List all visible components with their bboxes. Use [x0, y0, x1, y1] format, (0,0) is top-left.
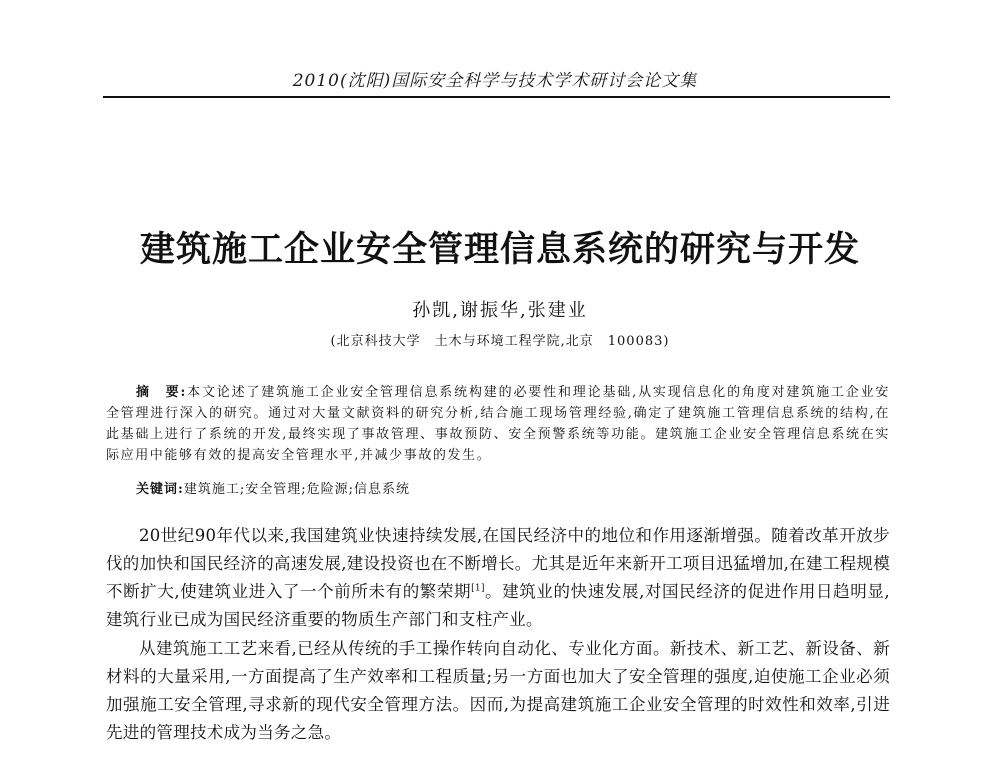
citation-ref-1[interactable]: [1] [471, 583, 485, 594]
affiliation: (北京科技大学 土木与环境工程学院,北京 100083) [330, 334, 670, 349]
body-text [106, 522, 890, 748]
abstract [106, 382, 890, 466]
body-paragraph-1-text-a: 20世纪90年代以来,我国建筑业快速持续发展,在国民经济中的地位和作用逐渐增强。随着改革开放步伐的加快和国民经济的高速发展,建设投资也在不断增长。尤其是近年来新开工项目迅猛增加,在建工程规模不断扩大,使建筑业进入了一个前所未有的繁荣期 [106, 526, 890, 601]
running-header: 2010(沈阳)国际安全科学与技术学术研讨会论文集 [292, 71, 698, 91]
keywords [136, 478, 890, 497]
body-paragraph-1-text-b: 。建筑业的快速发展,对国民经济的促进作用日趋明显,建筑行业已成为国民经济重要的物质生产部门和支柱产业。 [106, 582, 890, 629]
body-paragraph-1 [106, 522, 890, 634]
abstract-text: 本文论述了建筑施工企业安全管理信息系统构建的必要性和理论基础,从实现信息化的角度对建筑施工企业安全管理进行深入的研究。通过对大量文献资料的研究分析,结合施工现场管理经验,确定了建筑施工管理信息系统的结构,在此基础上进行了系统的开发,最终实现了事故管理、事故预防、安全预警系统等功能。建筑施工企业安全管理信息系统在实际应用中能够有效的提高安全管理水平,并减少事故的发生。 [106, 385, 891, 463]
abstract-label: 摘 要: [136, 385, 187, 400]
authors: 孙凯,谢振华,张建业 [412, 300, 588, 321]
body-paragraph-2: 从建筑施工工艺来看,已经从传统的手工操作转向自动化、专业化方面。新技术、新工艺、新设备、新材料的大量采用,一方面提高了生产效率和工程质量;另一方面也加大了安全管理的强度,迫使施工企业必须加强施工安全管理,寻求新的现代安全管理方法。因而,为提高建筑施工企业安全管理的时效性和效率,引进先进的管理技术成为当务之急。 [106, 639, 890, 742]
keywords-text: 建筑施工;安全管理;危险源;信息系统 [183, 482, 410, 497]
keywords-label: 关键词: [136, 482, 184, 497]
header-rule [103, 96, 890, 98]
paper-title: 建筑施工企业安全管理信息系统的研究与开发 [139, 229, 860, 270]
